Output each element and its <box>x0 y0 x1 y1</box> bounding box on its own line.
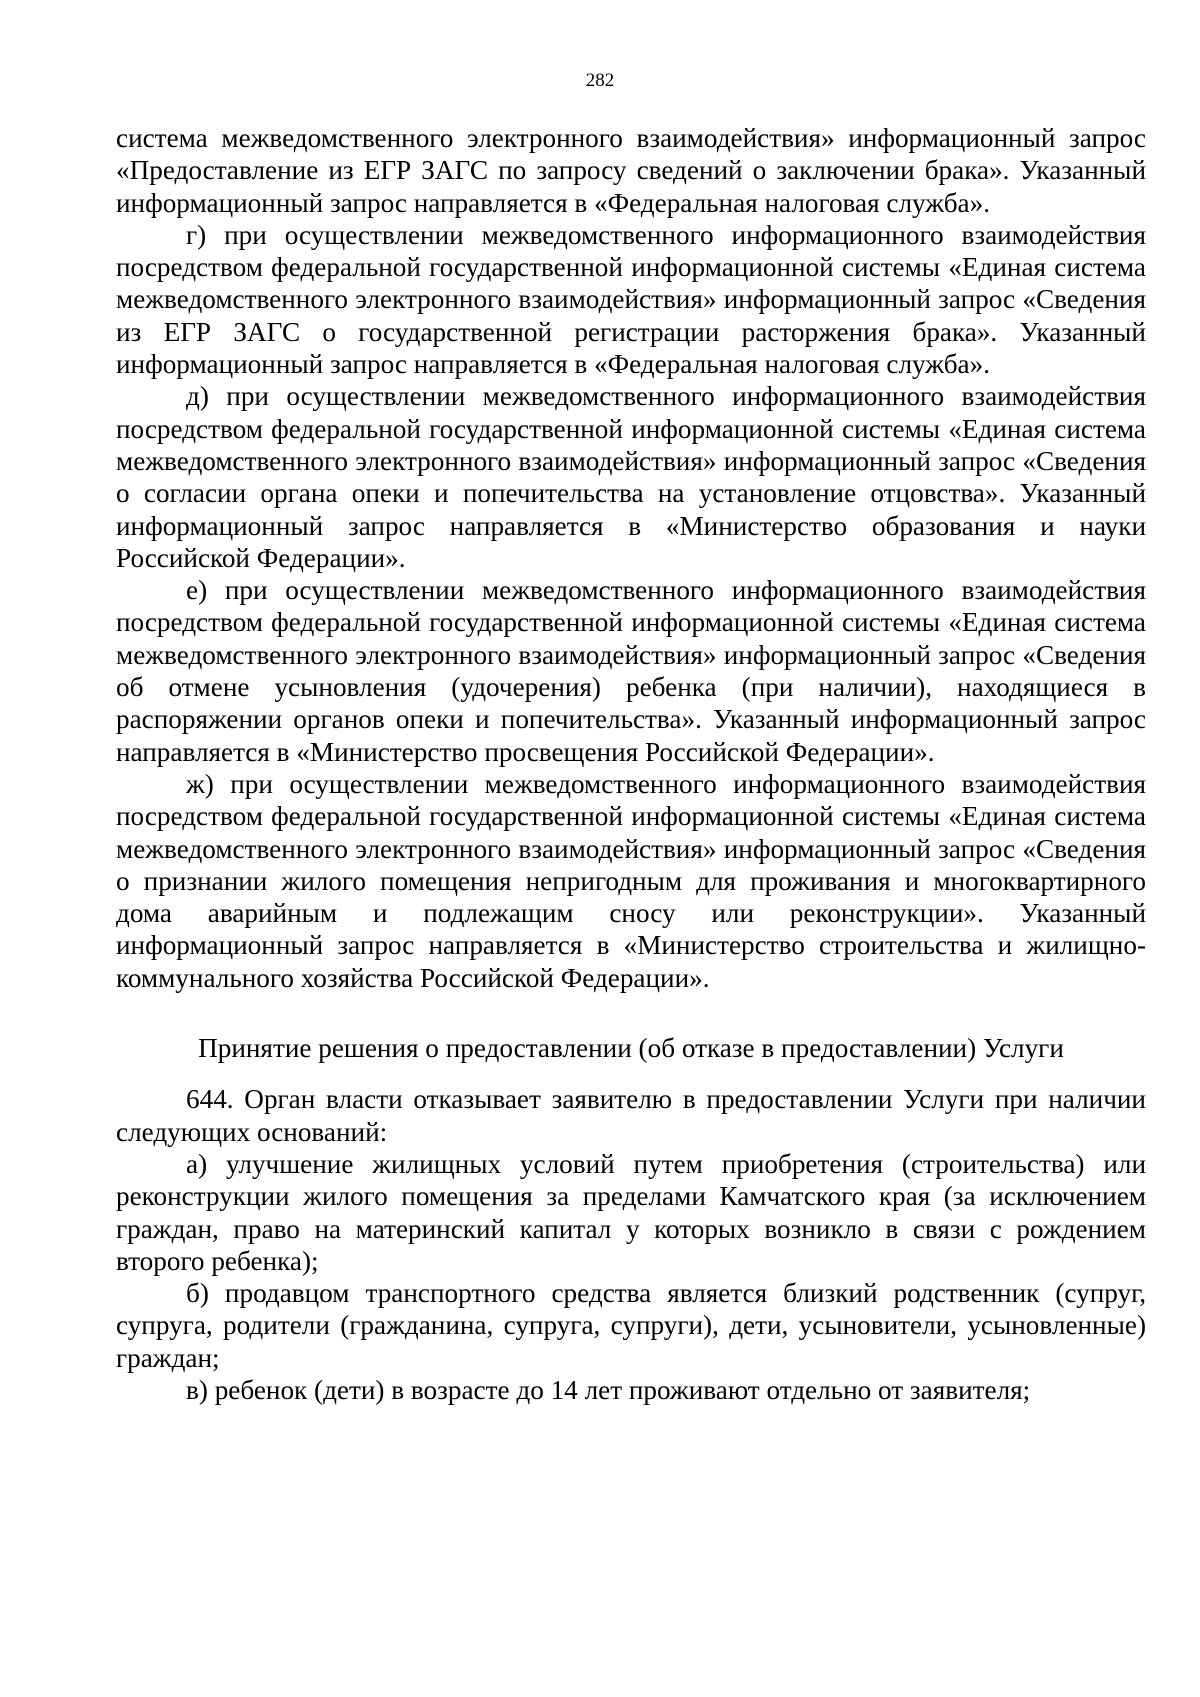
section-heading: Принятие решения о предоставлении (об отказе в предоставлении) Услуги <box>198 1033 1064 1064</box>
paragraph-644: 644. Орган власти отказывает заявителю в предоставлении Услуги при наличии следующих оснований: <box>116 1084 1146 1147</box>
paragraph-item-e: е) при осуществлении межведомственного информационного взаимодействия посредством федеральной государственной информационной системы «Единая система межведомственного электронного взаимодействия» информационный запрос «Сведения об отмене усыновления (удочерения) ребенка (при наличии), находящиеся в распоряжении органов опеки и попечительства». Указанный информационный запрос направляется в «Министерство просвещения Российской Федерации». <box>116 575 1146 767</box>
paragraph-item-g: г) при осуществлении межведомственного информационного взаимодействия посредством федеральной государственной информационной системы «Единая система межведомственного электронного взаимодействия» информационный запрос «Сведения из ЕГР ЗАГС о государственной регистрации расторжения брака». Указанный информационный запрос направляется в «Федеральная налоговая служба». <box>116 219 1146 380</box>
paragraph-item-b: б) продавцом транспортного средства является близкий родственник (супруг, супруга, родители (гражданина, супруга, супруги), дети, усыновители, усыновленные) граждан; <box>116 1278 1146 1373</box>
paragraph-item-zh: ж) при осуществлении межведомственного информационного взаимодействия посредством федеральной государственной информационной системы «Единая система межведомственного электронного взаимодействия» информационный запрос «Сведения о признании жилого помещения непригодным для проживания и многоквартирного дома аварийным и подлежащим сносу или реконструкции». Указанный информационный запрос направляется в «Министерство строительства и жилищно-коммунального хозяйства Российской Федерации». <box>116 768 1146 993</box>
page-number: 282 <box>585 70 615 91</box>
paragraph-continuation: система межведомственного электронного взаимодействия» информационный запрос «Предоставление из ЕГР ЗАГС по запросу сведений о заключении брака». Указанный информационный запрос направляется в «Федеральная налоговая служба». <box>116 123 1146 218</box>
paragraph-item-v: в) ребенок (дети) в возрасте до 14 лет проживают отдельно от заявителя; <box>186 1374 1031 1405</box>
document-body <box>116 122 1146 1406</box>
paragraph-item-d: д) при осуществлении межведомственного информационного взаимодействия посредством федеральной государственной информационной системы «Единая система межведомственного электронного взаимодействия» информационный запрос «Сведения о согласии органа опеки и попечительства на установление отцовства». Указанный информационный запрос направляется в «Министерство образования и науки Российской Федерации». <box>116 381 1146 573</box>
paragraph-item-a: а) улучшение жилищных условий путем приобретения (строительства) или реконструкции жилого помещения за пределами Камчатского края (за исключением граждан, право на материнский капитал у которых возникло в связи с рождением второго ребенка); <box>116 1148 1146 1276</box>
